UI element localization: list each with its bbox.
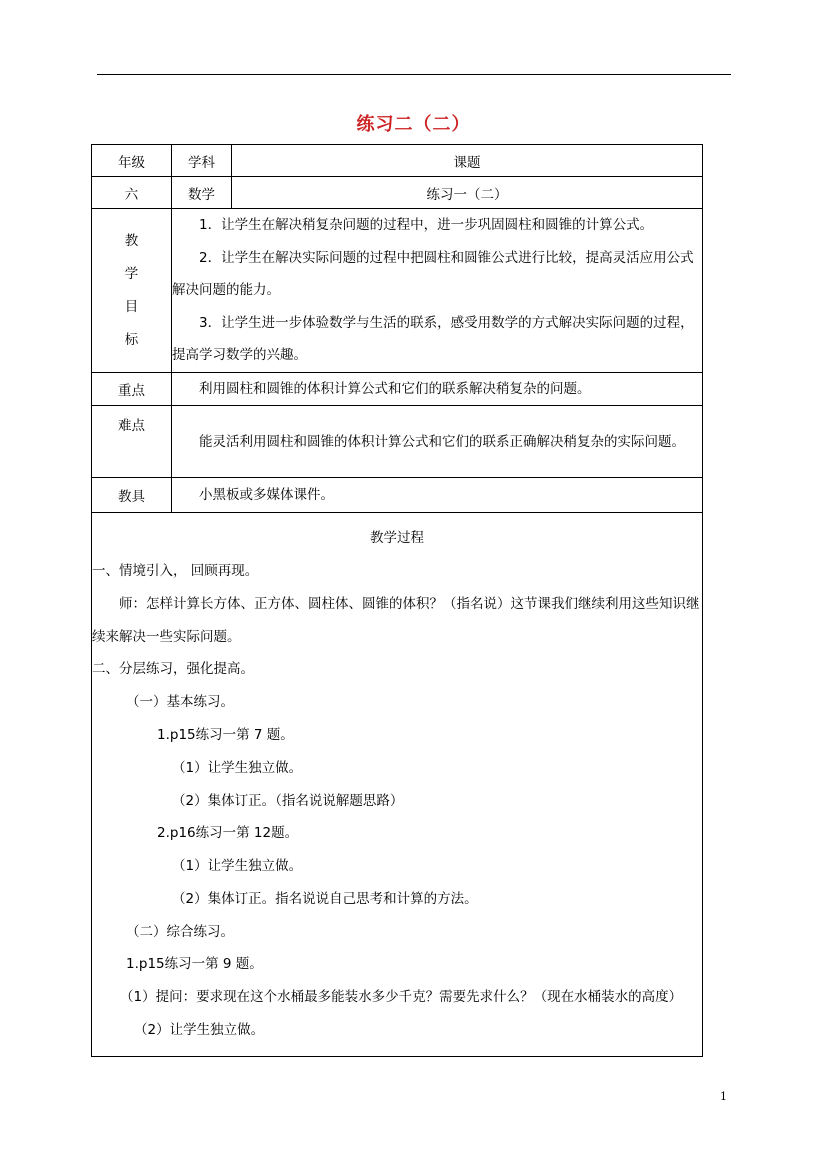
objectives-label-char: 教	[124, 232, 139, 249]
objectives-content	[172, 209, 703, 373]
difficulty-content	[172, 406, 703, 478]
difficulty-row	[92, 406, 703, 478]
process-line: （二）综合练习。	[126, 923, 234, 940]
process-line: 二、分层练习，强化提高。	[92, 661, 254, 678]
process-line: （一）基本练习。	[126, 694, 234, 711]
lesson-plan-table	[91, 144, 703, 1057]
subject-value: 数学	[172, 177, 232, 209]
tools-content	[172, 478, 703, 513]
focus-row	[92, 373, 703, 406]
process-line: （1）让学生独立做。	[172, 759, 303, 776]
objectives-row	[92, 209, 703, 373]
header-row	[92, 145, 703, 177]
process-line: 师：怎样计算长方体、正方体、圆柱体、圆锥的体积？（指名说）这节课我们继续利用这些知识继续来解决一些实际问题。	[92, 595, 700, 645]
objectives-label-char: 学	[124, 265, 139, 282]
topic-value: 练习一（二）	[232, 177, 703, 209]
grade-header: 年级	[92, 145, 172, 177]
topic-header: 课题	[232, 145, 703, 177]
objective-item: 3．让学生进一步体验数学与生活的联系，感受用数学的方式解决实际问题的过程，提高学习数学的兴趣。	[172, 314, 694, 364]
objective-item: 1．让学生在解决稍复杂问题的过程中，进一步巩固圆柱和圆锥的计算公式。	[199, 217, 654, 234]
process-line: （1）提问：要求现在这个水桶最多能装水多少千克？需要先求什么？（现在水桶装水的高度）	[120, 989, 683, 1006]
process-content	[92, 513, 703, 1057]
process-line: 一、情境引入， 回顾再现。	[92, 562, 259, 579]
objectives-label-char: 标	[124, 331, 139, 348]
process-row	[92, 513, 703, 1057]
header-rule	[97, 74, 731, 75]
tools-label: 教具	[92, 478, 172, 513]
objectives-label	[92, 209, 172, 373]
process-line: 1.p15练习一第 7 题。	[157, 726, 294, 743]
grade-value: 六	[92, 177, 172, 209]
focus-text: 利用圆柱和圆锥的体积计算公式和它们的联系解决稍复杂的问题。	[199, 381, 591, 397]
values-row	[92, 177, 703, 209]
tools-row	[92, 478, 703, 513]
difficulty-label: 难点	[92, 406, 172, 478]
tools-text: 小黑板或多媒体课件。	[199, 487, 334, 503]
process-line: （1）让学生独立做。	[172, 858, 303, 875]
page-number: 1	[720, 1090, 727, 1103]
subject-header: 学科	[172, 145, 232, 177]
focus-content	[172, 373, 703, 406]
objectives-label-char: 目	[124, 298, 139, 315]
document-title: 练习二（二）	[356, 114, 471, 135]
process-line: （2）集体订正。（指名说说解题思路）	[172, 792, 404, 809]
process-line: （2）集体订正。指名说说自己思考和计算的方法。	[172, 890, 478, 907]
process-heading: 教学过程	[370, 530, 424, 547]
difficulty-text: 能灵活利用圆柱和圆锥的体积计算公式和它们的联系正确解决稍复杂的实际问题。	[199, 433, 685, 450]
process-line: （2）让学生独立做。	[134, 1022, 265, 1039]
process-line: 2.p16练习一第 12题。	[157, 825, 299, 842]
process-line: 1.p15练习一第 9 题。	[126, 956, 263, 973]
focus-label: 重点	[92, 373, 172, 406]
objective-item: 2．让学生在解决实际问题的过程中把圆柱和圆锥公式进行比较，提高灵活应用公式解决问题的能力。	[172, 249, 694, 299]
